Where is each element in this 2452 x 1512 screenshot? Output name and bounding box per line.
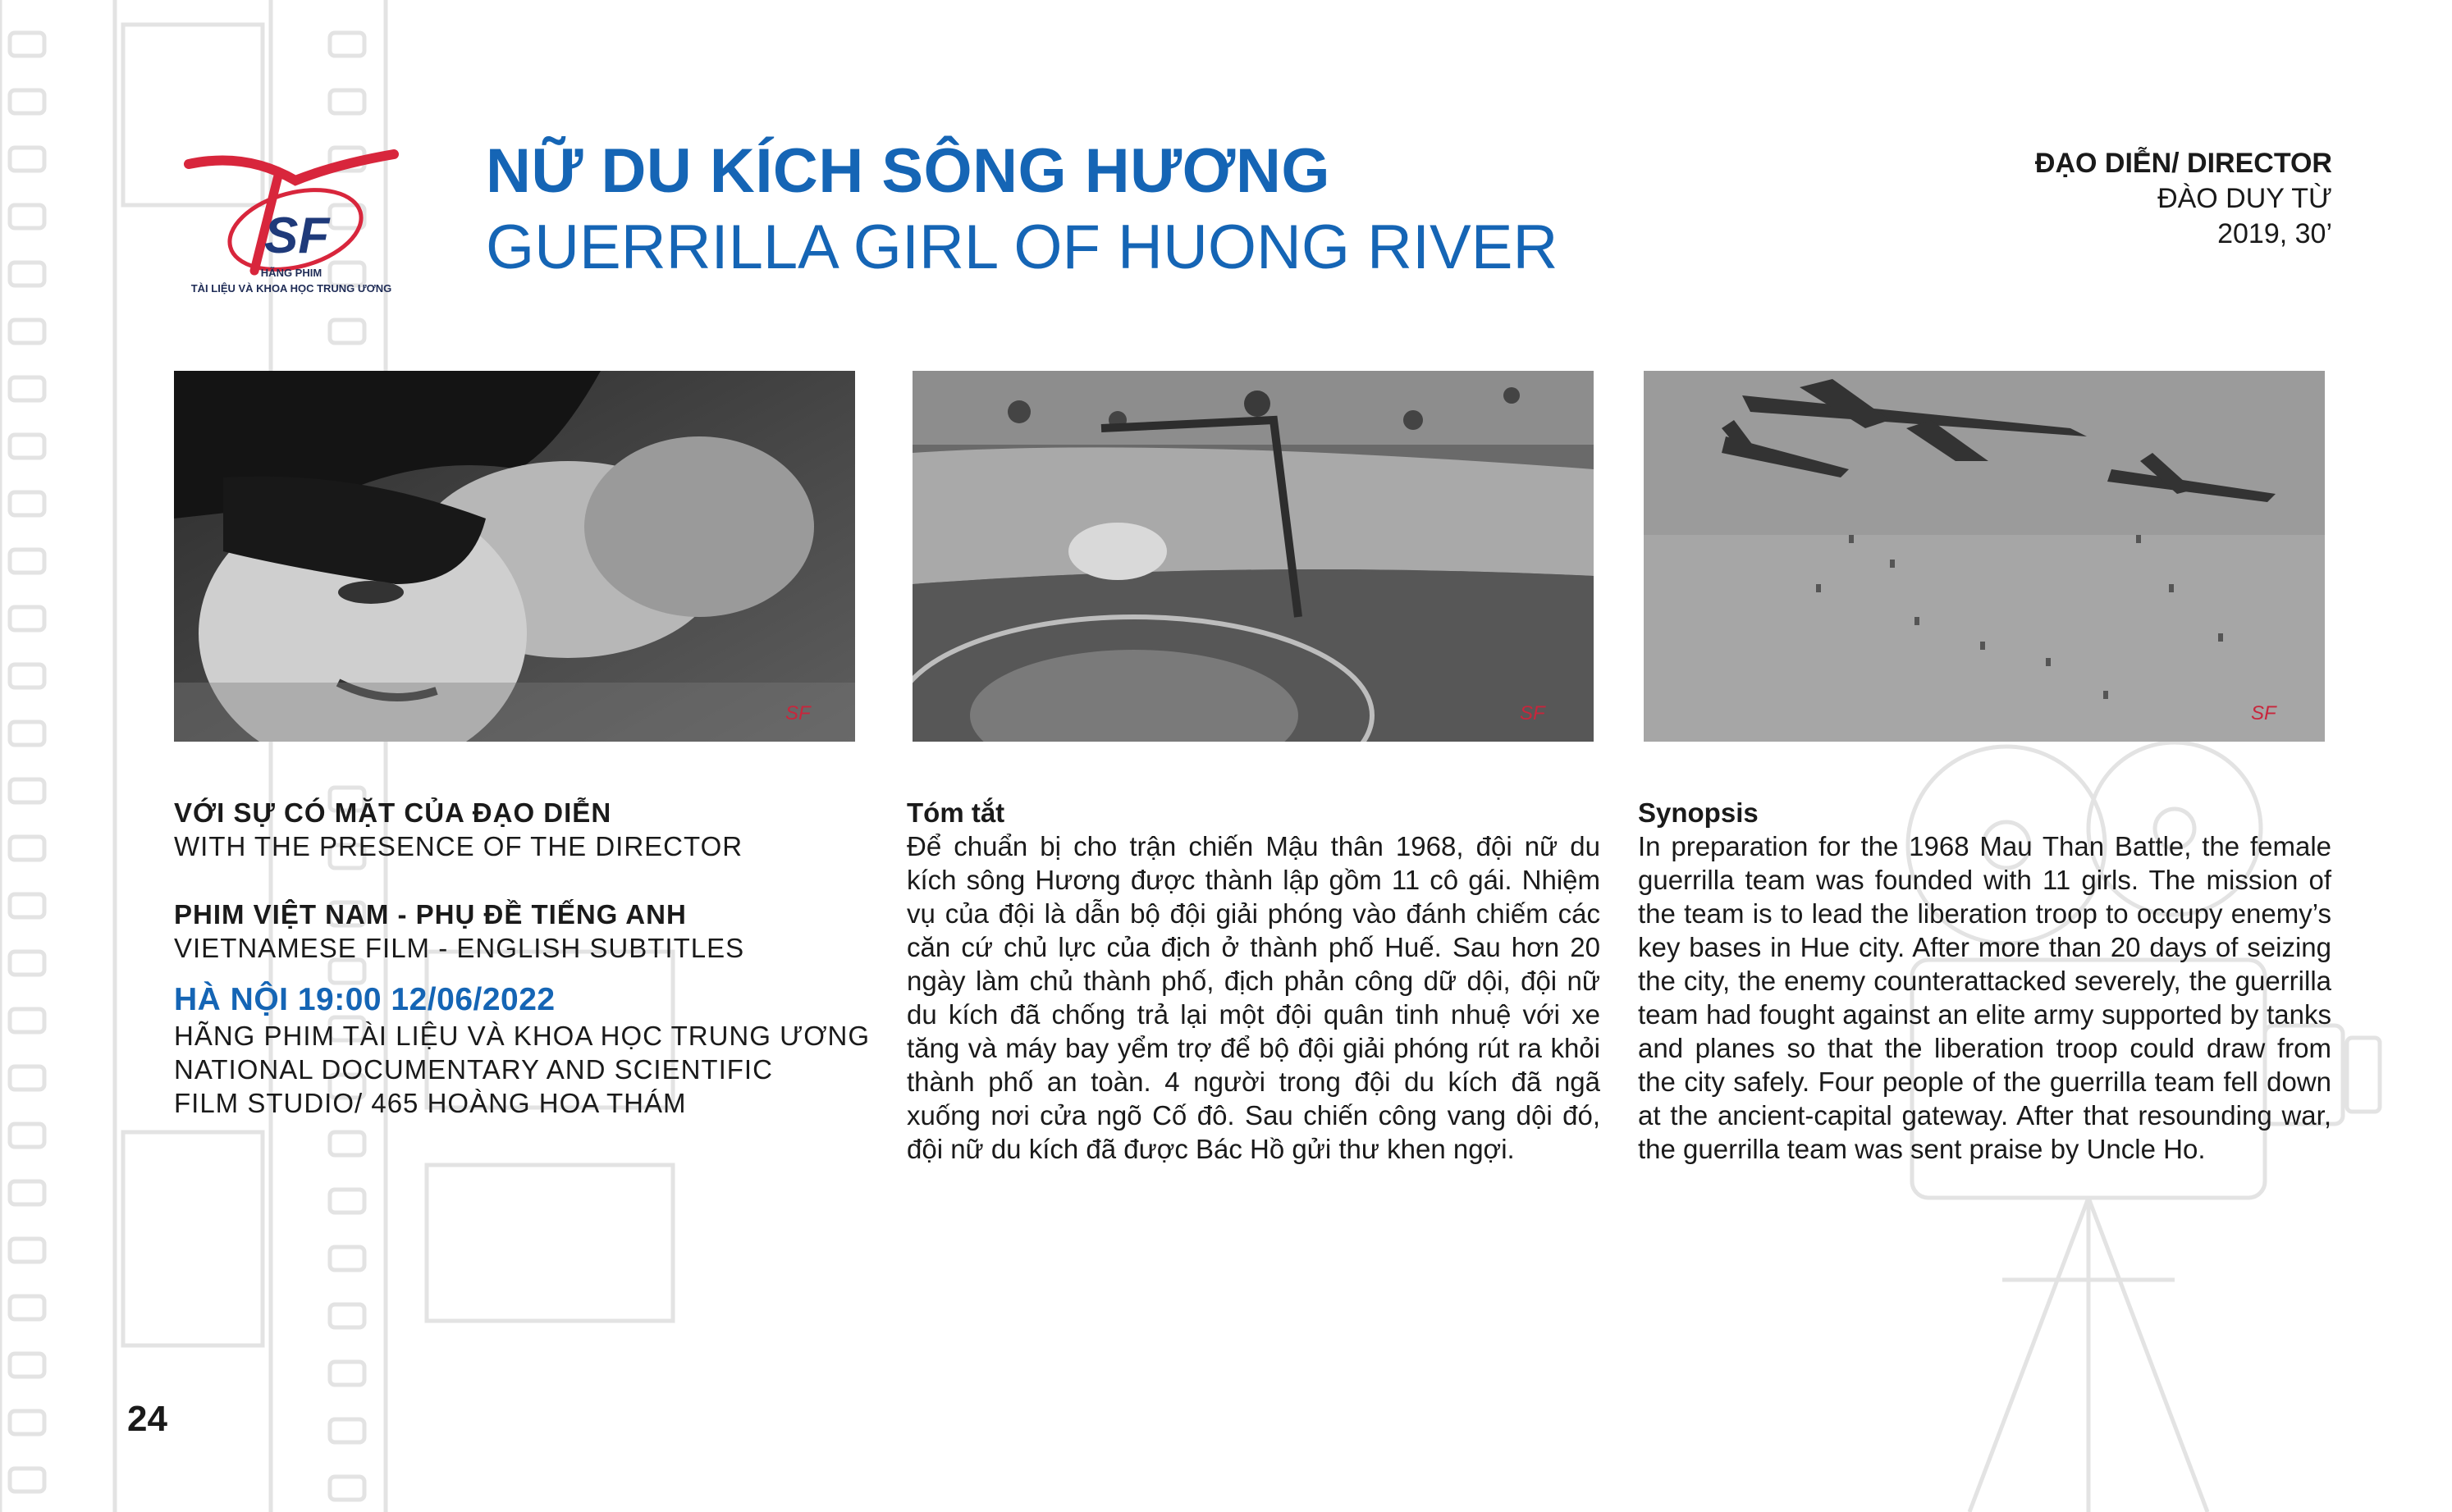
venue-line1: HÃNG PHIM TÀI LIỆU VÀ KHOA HỌC TRUNG ƯƠNG <box>174 1021 871 1051</box>
presence-heading-vn: VỚI SỰ CÓ MẶT CỦA ĐẠO DIỄN <box>174 797 612 828</box>
studio-caption <box>164 265 419 296</box>
venue-line3: FILM STUDIO/ 465 HOÀNG HOA THÁM <box>174 1088 687 1118</box>
year-duration: 2019, 30’ <box>2217 218 2332 249</box>
venue-line2: NATIONAL DOCUMENTARY AND SCIENTIFIC <box>174 1054 773 1085</box>
synopsis-vietnamese <box>907 796 1600 1166</box>
synopsis-en-body: In preparation for the 1968 Mau Than Battle, the female guerrilla team was founded with 11 girls. The mission of the team is to lead the liberation troop to occupy enemy’s key bases in Hue city. After more than 20 days of seizing the city, the enemy counterattacked severely, the guerrilla team had fought against an elite army supported by tanks and planes so that the liberation troop could draw from the city safely. Four people of the guerrilla team fell down at the ancient-capital gateway. After that resounding war, the guerrilla team was sent praise by Uncle Ho. <box>1638 831 2331 1164</box>
svg-text:SF: SF <box>2251 702 2276 724</box>
bombers-still-image <box>1644 371 2325 742</box>
portrait-still-image <box>174 371 855 742</box>
director-label: ĐẠO DIỄN/ DIRECTOR <box>2034 148 2332 179</box>
screening-date-time: HÀ NỘI 19:00 12/06/2022 <box>174 982 556 1017</box>
synopsis-english <box>1638 796 2331 1166</box>
aerial-river-still-image <box>913 371 1594 742</box>
synopsis-vn-heading: Tóm tắt <box>907 797 1005 828</box>
film-language-vn: PHIM VIỆT NAM - PHỤ ĐỀ TIẾNG ANH <box>174 899 687 930</box>
studio-caption-line1: HÃNG PHIM <box>260 267 323 279</box>
director-name: ĐÀO DUY TỪ <box>2157 183 2332 214</box>
screening-info <box>174 796 896 1120</box>
svg-text:SF: SF <box>785 702 811 724</box>
svg-text:SF: SF <box>264 208 330 264</box>
presence-heading-en: WITH THE PRESENCE OF THE DIRECTOR <box>174 831 743 861</box>
page-number: 24 <box>127 1399 167 1439</box>
synopsis-en-heading: Synopsis <box>1638 797 1759 828</box>
svg-text:SF: SF <box>1520 702 1545 724</box>
film-language-en: VIETNAMESE FILM - ENGLISH SUBTITLES <box>174 933 745 963</box>
synopsis-vn-body: Để chuẩn bị cho trận chiến Mậu thân 1968, đội nữ du kích sông Hương được thành lập gồm 11 cô gái. Nhiệm vụ của đội là dẫn bộ đội giải phóng vào đánh chiếm các căn cứ chủ lực của địch ở thành phố Huế. Sau hơn 20 ngày làm chủ thành phố, địch phản công dữ dội, đội nữ du kích đã chống trả lại một đội quân tinh nhuệ với xe tăng và máy bay yểm trợ để bộ đội giải phóng rút ra khỏi thành phố an toàn. 4 người trong đội du kích đã ngã xuống nơi cửa ngõ Cố đô. Sau chiến công vang dội đó, đội nữ du kích đã được Bác Hồ gửi thư khen ngợi. <box>907 831 1600 1164</box>
studio-caption-line2: TÀI LIỆU VÀ KHOA HỌC TRUNG ƯƠNG <box>190 282 392 295</box>
film-title-vietnamese: NỮ DU KÍCH SÔNG HƯƠNG <box>486 136 1331 206</box>
film-title-english: GUERRILLA GIRL OF HUONG RIVER <box>486 212 1558 282</box>
director-info <box>2035 146 2332 252</box>
